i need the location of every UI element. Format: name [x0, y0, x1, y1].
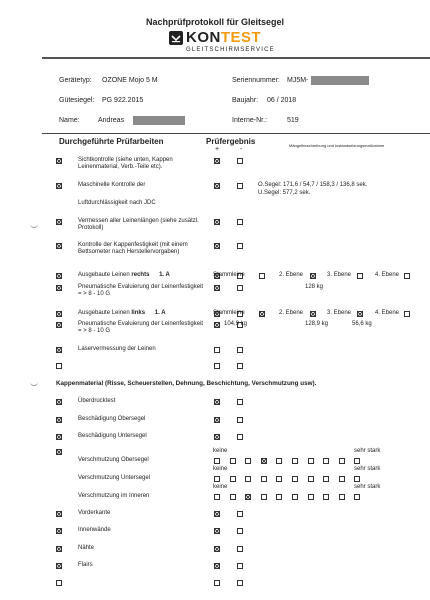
name-label: Name: — [59, 117, 80, 124]
scale-checkbox[interactable] — [339, 458, 345, 464]
row-label: Vermessen aller Leinenlängen (siehe zusätzl. Protokoll) — [78, 218, 199, 231]
minus-checkbox[interactable] — [237, 546, 243, 552]
ebene-checkbox[interactable] — [404, 311, 410, 317]
logo-tagline: GLEITSCHIRMSERVICE — [186, 47, 275, 53]
plus-checkbox[interactable] — [214, 347, 220, 353]
plus-checkbox[interactable] — [214, 563, 220, 569]
row-label: Überdrucktest — [78, 398, 116, 404]
baujahr-label: Baujahr: — [232, 97, 259, 104]
plus-checkbox[interactable] — [214, 511, 220, 517]
scale-low-label: keine — [213, 448, 228, 454]
row-label: Vorderkante — [78, 510, 111, 516]
scale-high-label: sehr stark — [354, 466, 381, 472]
name-value: Andreas — [98, 117, 125, 124]
scale-checkbox[interactable] — [354, 458, 360, 464]
row-label: Verschmutzung Obersegel — [78, 457, 149, 463]
scale-checkbox[interactable] — [261, 476, 267, 482]
row-checkbox[interactable] — [56, 158, 62, 164]
ebene-label: Stammleine — [213, 310, 245, 316]
scale-checkbox[interactable] — [245, 476, 251, 482]
minus-checkbox[interactable] — [237, 434, 243, 440]
minus-checkbox[interactable] — [237, 563, 243, 569]
scale-checkbox[interactable] — [214, 476, 220, 482]
baujahr-value: 06 / 2018 — [267, 97, 297, 104]
row-label-suffix: 1. A — [157, 272, 170, 278]
ebene-label: Stammleine — [213, 272, 245, 278]
page-title: Nachprüfprotokoll für Gleitsegel — [145, 17, 284, 27]
ebene-checkbox[interactable] — [310, 273, 316, 279]
scale-checkbox[interactable] — [214, 458, 220, 464]
logo-icon — [169, 31, 183, 45]
guete-value: PG 922.2015 — [102, 97, 144, 104]
minus-checkbox[interactable] — [237, 511, 243, 517]
scale-checkbox[interactable] — [308, 476, 314, 482]
header-divider — [42, 57, 430, 59]
row-label: Innenwände — [78, 527, 111, 533]
logo-wordmark: KONTEST — [186, 29, 262, 46]
plus-checkbox[interactable] — [214, 417, 220, 423]
row-checkbox[interactable] — [56, 322, 62, 328]
plus-checkbox[interactable] — [214, 363, 220, 369]
row-label: Beschädigung Untersegel — [78, 433, 147, 439]
scale-checkbox[interactable] — [354, 494, 360, 500]
scale-checkbox[interactable] — [308, 494, 314, 500]
scale-checkbox[interactable] — [323, 476, 329, 482]
row-label: Flairs — [78, 562, 93, 568]
row-checkbox[interactable] — [56, 449, 62, 455]
minus-checkbox[interactable] — [237, 363, 243, 369]
plus-checkbox[interactable] — [214, 243, 220, 249]
row-label: Laservermessung der Leinen — [78, 346, 156, 352]
scale-checkbox[interactable] — [354, 476, 360, 482]
row-checkbox[interactable] — [56, 528, 62, 534]
strength-value: 128,9 kg — [305, 321, 329, 327]
row-checkbox[interactable] — [56, 311, 62, 317]
minus-header: - — [240, 146, 243, 153]
scale-checkbox[interactable] — [214, 494, 220, 500]
minus-checkbox[interactable] — [237, 158, 243, 164]
row-label: Sichtkontrolle (siehe unten, Kappen Leinenmaterial, Verb.-Teile etc). — [78, 157, 173, 170]
scale-checkbox[interactable] — [276, 476, 282, 482]
scale-checkbox[interactable] — [339, 494, 345, 500]
row-checkbox[interactable] — [56, 580, 62, 586]
scale-checkbox[interactable] — [292, 458, 298, 464]
scale-checkbox[interactable] — [292, 494, 298, 500]
ebene-label: 2. Ebene — [279, 310, 304, 316]
row-checkbox[interactable] — [56, 285, 62, 291]
ebene-checkbox[interactable] — [357, 311, 363, 317]
ebene-label: 4. Ebene — [375, 310, 400, 316]
minus-checkbox[interactable] — [237, 580, 243, 586]
row-label: Ausgebaute Leinen links 1. A — [78, 310, 166, 316]
interne-value: 519 — [287, 117, 299, 124]
row-label: Kontrolle der Kappenfestigkeit (mit einem Bettsometer nach Herstellervorgaben) — [78, 242, 188, 255]
ebene-label: 4. Ebene — [375, 272, 400, 278]
punch-mark — [30, 223, 38, 228]
kappe-heading: Kappenmaterial (Risse, Scheuerstellen, Dehnung, Beschichtung, Verschmutzung usw). — [56, 380, 317, 387]
note-line: U.Segel: 577,2 sek. — [258, 190, 311, 196]
row-checkbox[interactable] — [56, 183, 62, 189]
plus-checkbox[interactable] — [214, 219, 220, 225]
row-checkbox[interactable] — [56, 363, 62, 369]
row-checkbox[interactable] — [56, 546, 62, 552]
scale-checkbox[interactable] — [261, 494, 267, 500]
serien-value: MJ5M- — [287, 77, 309, 84]
scale-checkbox[interactable] — [245, 458, 251, 464]
scale-checkbox[interactable] — [308, 458, 314, 464]
row-checkbox[interactable] — [56, 219, 62, 225]
guete-label: Gütesiegel: — [59, 97, 95, 104]
row-label: Pneumatische Evaluierung der Leinenfestigkeit = > 8 - 10 G — [78, 284, 204, 297]
redacted-serial — [311, 76, 369, 85]
scale-checkbox[interactable] — [292, 476, 298, 482]
scale-low-label: keine — [213, 484, 228, 490]
minus-checkbox[interactable] — [237, 417, 243, 423]
plus-header: + — [215, 146, 220, 153]
minus-checkbox[interactable] — [237, 285, 243, 291]
scale-checkbox[interactable] — [230, 494, 236, 500]
row-checkbox[interactable] — [56, 563, 62, 569]
row-label: Pneumatische Evaluierung der Leinenfestigkeit = > 8 - 10 G — [78, 321, 204, 334]
scale-checkbox[interactable] — [339, 476, 345, 482]
plus-checkbox[interactable] — [214, 434, 220, 440]
maengel-header: Mängelbeschreibung und Instandsetzungsmaßnahme — [289, 143, 385, 148]
strength-value: 104,9 kg — [224, 321, 248, 327]
scale-high-label: sehr stark — [354, 484, 381, 490]
row-checkbox[interactable] — [56, 511, 62, 517]
row-checkbox[interactable] — [56, 273, 62, 279]
scale-checkbox[interactable] — [230, 458, 236, 464]
scale-checkbox[interactable] — [323, 458, 329, 464]
ebene-checkbox[interactable] — [259, 311, 265, 317]
row-checkbox[interactable] — [56, 347, 62, 353]
minus-checkbox[interactable] — [237, 399, 243, 405]
ergebnis-header: Prüfergebnis — [206, 137, 256, 146]
row-label-side: links — [131, 310, 146, 316]
plus-checkbox[interactable] — [214, 158, 220, 164]
row-label-suffix: 1. A — [153, 310, 166, 316]
row-label: Beschädigung Obersegel — [78, 416, 146, 422]
plus-checkbox[interactable] — [214, 183, 220, 189]
scale-checkbox[interactable] — [261, 458, 267, 464]
minus-checkbox[interactable] — [237, 243, 243, 249]
scale-checkbox[interactable] — [323, 494, 329, 500]
scale-checkbox[interactable] — [230, 476, 236, 482]
note-line: O.Segel: 171,6 / 54,7 / 158,3 / 136,8 sek. — [258, 182, 368, 188]
plus-checkbox[interactable] — [214, 580, 220, 586]
geraetetyp-value: OZONE Mojo 5 M — [102, 77, 158, 84]
interne-label: Interne-Nr.: — [232, 117, 268, 124]
row-checkbox[interactable] — [56, 434, 62, 440]
section-divider — [42, 133, 430, 134]
plus-checkbox[interactable] — [214, 399, 220, 405]
row-label: Verschmutzung im Inneren — [78, 493, 150, 499]
ebene-label: 3. Ebene — [327, 310, 352, 316]
geraetetyp-label: Gerätetyp: — [59, 77, 92, 84]
row-checkbox[interactable] — [56, 399, 62, 405]
row-label-side: rechts — [131, 272, 150, 278]
minus-checkbox[interactable] — [237, 347, 243, 353]
scale-high-label: sehr stark — [354, 448, 381, 454]
scale-low-label: keine — [213, 466, 228, 472]
ebene-checkbox[interactable] — [404, 273, 410, 279]
scale-checkbox[interactable] — [245, 494, 251, 500]
row-label: Maschinelle Kontrolle der — [78, 182, 146, 188]
row-checkbox[interactable] — [56, 243, 62, 249]
strength-value: 56,6 kg — [352, 321, 372, 327]
ebene-label: 3. Ebene — [327, 272, 352, 278]
punch-mark — [30, 381, 38, 386]
ebene-checkbox[interactable] — [259, 273, 265, 279]
strength-value: 128 kg — [305, 284, 324, 290]
serien-label: Seriennummer: — [232, 77, 280, 84]
minus-checkbox[interactable] — [237, 219, 243, 225]
plus-checkbox[interactable] — [214, 528, 220, 534]
minus-checkbox[interactable] — [237, 183, 243, 189]
minus-checkbox[interactable] — [237, 528, 243, 534]
row-checkbox[interactable] — [56, 417, 62, 423]
ebene-label: 2. Ebene — [279, 272, 304, 278]
plus-checkbox[interactable] — [214, 546, 220, 552]
row-label: Luftdurchlässigkeit nach JDC — [78, 200, 156, 206]
plus-checkbox[interactable] — [214, 322, 220, 328]
redacted-name — [133, 116, 185, 125]
plus-checkbox[interactable] — [214, 285, 220, 291]
scale-checkbox[interactable] — [276, 458, 282, 464]
row-label: Ausgebaute Leinen rechts 1. A — [78, 272, 170, 278]
row-label: Nähte — [78, 545, 95, 551]
scale-checkbox[interactable] — [276, 494, 282, 500]
row-label: Verschmutzung Untersegel — [78, 475, 151, 481]
ebene-checkbox[interactable] — [310, 311, 316, 317]
arbeiten-header: Durchgeführte Prüfarbeiten — [59, 137, 164, 146]
ebene-checkbox[interactable] — [357, 273, 363, 279]
